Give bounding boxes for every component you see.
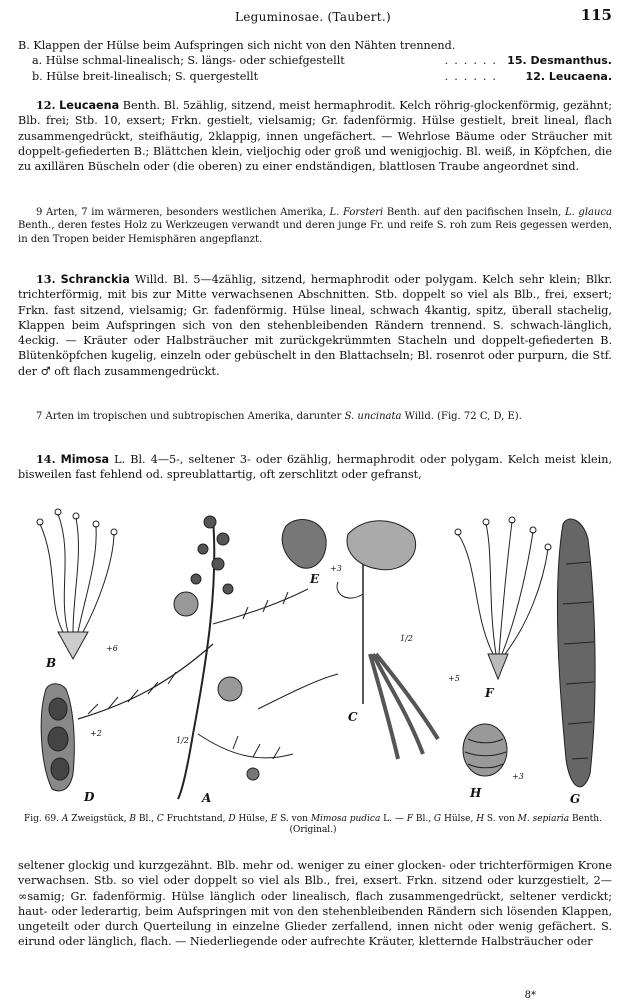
caption-text: Fig. 69. <box>24 814 62 824</box>
scale-A: 1/2 <box>176 736 189 745</box>
note-text: 9 Arten, 7 im wärmeren, besonders westlichen Amerika, <box>36 207 330 218</box>
genus-name: Leucaena <box>59 99 120 112</box>
caption-text: Fruchtstand, <box>163 814 229 824</box>
key-line-b2 <box>18 69 612 84</box>
caption-ref: C <box>156 814 164 824</box>
species-name: L. glauca <box>564 207 612 218</box>
scale-B: +6 <box>106 644 118 653</box>
caption-ref: A <box>61 814 69 824</box>
genus-schranckia <box>18 272 612 379</box>
scale-D: +2 <box>90 729 102 738</box>
figure-label-G: G <box>570 792 581 806</box>
caption-text: L. — <box>380 814 407 824</box>
caption-text: Hülse, <box>235 814 271 824</box>
note-text: Benth., deren festes Holz zu Werkzeugen verwandt und deren junge Fr. und reife S. roh zum Reis gegessen werden, in den Tropen beider Hemisphären angepflanzt. <box>18 220 612 245</box>
caption-ref: D <box>228 814 236 824</box>
species-name: M. sepiaria <box>517 814 570 824</box>
figure-label-B: B <box>46 656 57 670</box>
figure-69 <box>18 504 608 806</box>
signature-mark: 8* <box>524 990 536 1001</box>
figure-label-C: C <box>348 710 358 724</box>
caption-text: Bl., <box>135 814 157 824</box>
drawing-seed-E <box>282 520 326 569</box>
key-line-b <box>18 38 612 53</box>
scale-C: 1/2 <box>400 634 413 643</box>
scale-H: +3 <box>512 772 524 781</box>
note-text: Willd. (Fig. 72 C, D, E). <box>401 411 522 422</box>
caption-ref: B <box>129 814 136 824</box>
identification-key <box>18 38 612 84</box>
genus-description: Benth. Bl. 5zählig, sitzend, meist hermaphrodit. Kelch röhrig-glockenförmig, gezähnt; Blb. frei; Stb. 10, exsert; Frkn. gestielt, vielsamig; Gr. fadenförmig. Hülse gestielt, breit lineal, flach zusammengedrückt, steifhäutig, 2klappig, innen ungefächert. — Wehrlose Bäume oder Sträucher mit doppelt-gefiederten B.; Blättchen klein, vieljochig oder groß und wenigjochig. Bl. weiß, in Köpfchen, die zu axillären Büscheln oder (die oberen) zu einer endständigen, blattlosen Traube angeordnet sind. <box>18 99 613 174</box>
scale-F: +5 <box>448 674 460 683</box>
species-name: Mimosa pudica <box>310 814 381 824</box>
genus-description: L. Bl. 4—5-, seltener 3- oder 6zählig, hermaphrodit oder polygam. Kelch meist klein, bisweilen fast fehlend od. spreublattartig, oft zerschlitzt oder gefranst, <box>18 453 612 482</box>
caption-text: Benth. (Original.) <box>289 814 602 835</box>
caption-ref: G <box>433 814 442 824</box>
caption-ref: E <box>270 814 278 824</box>
drawing-seed-H <box>463 724 507 776</box>
genus-number: 12. <box>36 98 56 112</box>
genus-leucaena <box>18 98 612 174</box>
drawing-flower-F <box>455 517 551 679</box>
caption-text: Bl., <box>412 814 434 824</box>
figure-label-D: D <box>84 790 95 804</box>
species-name: S. uncinata <box>344 411 402 422</box>
continued-paragraph: seltener glockig und kurzgezähnt. Blb. mehr od. weniger zu einer glocken- oder trichterförmigen Krone verwachsen. Stb. so viel oder doppelt so viel als Blb., frei, exsert. Frkn. sitzend oder kurzgestielt, 2—∞samig; Gr. fadenförmig. Hülse länglich oder linealisch, flach zusammengedrückt, seltener verdickt; haut- oder lederartig, beim Aufspringen mit von den stehenbleibenden Rändern sich lösenden Klappen, ungeteilt oder durch Querteilung in einzelne Glieder zerfallend, innen nicht oder wenig gefächert. S. eirund oder länglich, flach. — Niederliegende oder aufrechte Kräuter, kletternde Halbsträucher oder <box>18 859 612 949</box>
caption-text: S. von <box>484 814 518 824</box>
key-text: B. Klappen der Hülse beim Aufspringen sich nicht von den Nähten trennend. <box>18 39 456 52</box>
genus-description: Willd. Bl. 5—4zählig, sitzend, hermaphrodit oder polygam. Kelch sehr klein; Blkr. trichterförmig, mit bis zur Mitte verwachsenen Abschnitten. Stb. doppelt so viel als Blb., frei, exsert; Frkn. fast sitzend, vielsamig; Gr. fadenförmig. Hülse lineal, schwach 4kantig, spitz, überall stachelig, Klappen beim Aufspringen sich von den stehenbleibenden Rändern trennend. S. schwach-länglich, 4eckig. — Kräuter oder Halbsträucher mit zurückgekrümmten Stacheln und doppelt-gefiederten B. Blütenköpfchen kugelig, einzeln oder gebüschelt in den Blattachseln; Bl. rosenrot oder purpurn, die Stf. der ♂ oft flach zusammengedrückt. <box>18 273 613 378</box>
genus-number: 13. <box>36 272 56 286</box>
genus-leucaena-note <box>18 206 612 246</box>
page-header <box>0 6 626 30</box>
key-text: b. Hülse breit-linealisch; S. quergestellt <box>32 69 259 83</box>
species-name: L. Forsteri <box>329 207 384 218</box>
dot-leader: ...... <box>444 54 502 68</box>
caption-ref: H <box>476 814 485 824</box>
key-target: 12. Leucaena. <box>525 69 612 83</box>
page-number: 115 <box>580 6 612 24</box>
key-text: a. Hülse schmal-linealisch; S. längs- oder schiefgestellt <box>32 54 345 68</box>
caption-text: Zweigstück, <box>68 814 130 824</box>
genus-schranckia-note <box>18 410 612 423</box>
figure-label-F: F <box>485 686 494 700</box>
genus-name: Mimosa <box>60 453 110 466</box>
key-line-a <box>18 53 612 68</box>
genus-name: Schranckia <box>60 273 130 286</box>
key-target: 15. Desmanthus. <box>507 54 612 68</box>
dot-leader: ...... <box>444 69 502 83</box>
scale-E: +3 <box>330 564 342 573</box>
figure-caption <box>18 814 608 836</box>
genus-mimosa <box>18 452 612 483</box>
drawing-pod-D <box>41 684 74 791</box>
drawing-pod-G <box>557 519 595 787</box>
caption-ref: F <box>406 814 413 824</box>
running-head: Leguminosae. (Taubert.) <box>234 10 392 24</box>
note-text: 7 Arten im tropischen und subtropischen Amerika, darunter <box>36 411 345 422</box>
figure-label-H: H <box>470 786 482 800</box>
caption-text: Hülse, <box>441 814 477 824</box>
note-text: Benth. auf den pacifischen Inseln, <box>383 207 565 218</box>
figure-label-E: E <box>310 572 320 586</box>
figure-label-A: A <box>202 791 212 805</box>
drawing-flower-B <box>37 509 117 659</box>
botanical-illustration <box>18 504 608 802</box>
genus-number: 14. <box>36 452 56 466</box>
caption-text: S. von <box>277 814 311 824</box>
